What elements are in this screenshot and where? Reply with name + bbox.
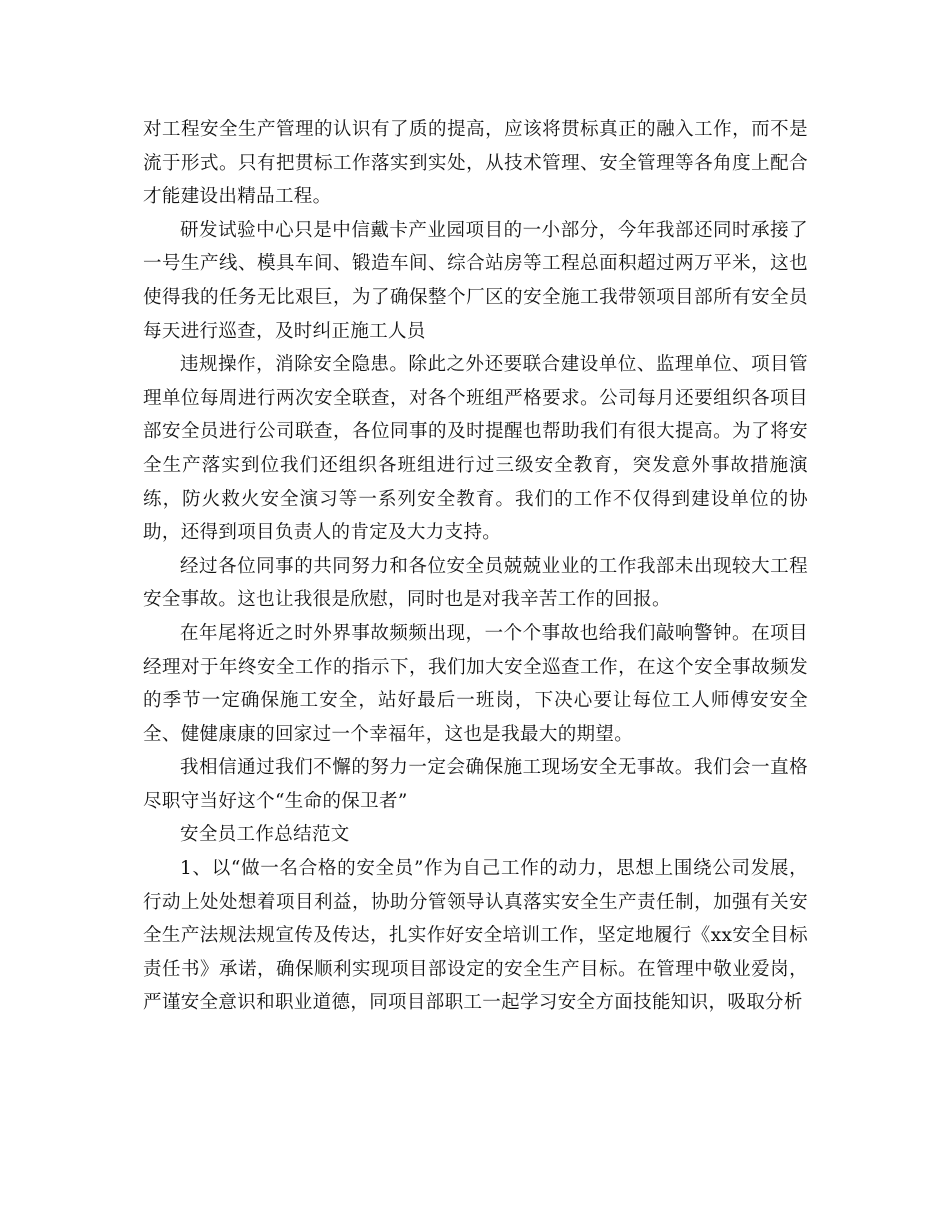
paragraph-3: 违规操作，消除安全隐患。除此之外还要联合建设单位、监理单位、项目管理单位每周进行两次安全联查，对各个班组严格要求。公司每月还要组织各项目部安全员进行公司联查，各位同事的及时提醒也帮助我们有很大提高。为了将安全生产落实到位我们还组织各班组进行过三级安全教育，突发意外事故措施演练，防火救火安全演习等一系列安全教育。我们的工作不仅得到建设单位的协助，还得到项目负责人的肯定及大力支持。 (143, 354, 808, 544)
document-body (143, 113, 808, 1020)
section-heading: 安全员工作总结范文 (180, 824, 350, 846)
paragraph-4: 经过各位同事的共同努力和各位安全员兢兢业业的工作我部未出现较大工程安全事故。这也让我很是欣慰，同时也是对我辛苦工作的回报。 (143, 555, 808, 611)
paragraph-2: 研发试验中心只是中信戴卡产业园项目的一小部分，今年我部还同时承接了一号生产线、模具车间、锻造车间、综合站房等工程总面积超过两万平米，这也使得我的任务无比艰巨，为了确保整个厂区的安全施工我带领项目部所有安全员每天进行巡查，及时纠正施工人员 (143, 219, 808, 342)
paragraph-7: 1、以“做一名合格的安全员”作为自己工作的动力，思想上围绕公司发展，行动上处处想着项目利益，协助分管领导认真落实安全生产责任制，加强有关安全生产法规法规宣传及传达，扎实作好安全培训工作，坚定地履行《xx安全目标责任书》承诺，确保顺利实现项目部设定的安全生产目标。在管理中敬业爱岗，严谨安全意识和职业道德，同项目部职工一起学习安全方面技能知识，吸取分析 (143, 858, 808, 1014)
paragraph-5: 在年尾将近之时外界事故频频出现，一个个事故也给我们敲响警钟。在项目经理对于年终安全工作的指示下，我们加大安全巡查工作，在这个安全事故频发的季节一定确保施工安全，站好最后一班岗，下决心要让每位工人师傅安安全全、健健康康的回家过一个幸福年，这也是我最大的期望。 (143, 622, 808, 745)
paragraph-1: 对工程安全生产管理的认识有了质的提高，应该将贯标真正的融入工作，而不是流于形式。只有把贯标工作落实到实处，从技术管理、安全管理等各角度上配合才能建设出精品工程。 (143, 119, 808, 208)
paragraph-6: 我相信通过我们不懈的努力一定会确保施工现场安全无事故。我们会一直格尽职守当好这个“生命的保卫者” (143, 757, 808, 812)
